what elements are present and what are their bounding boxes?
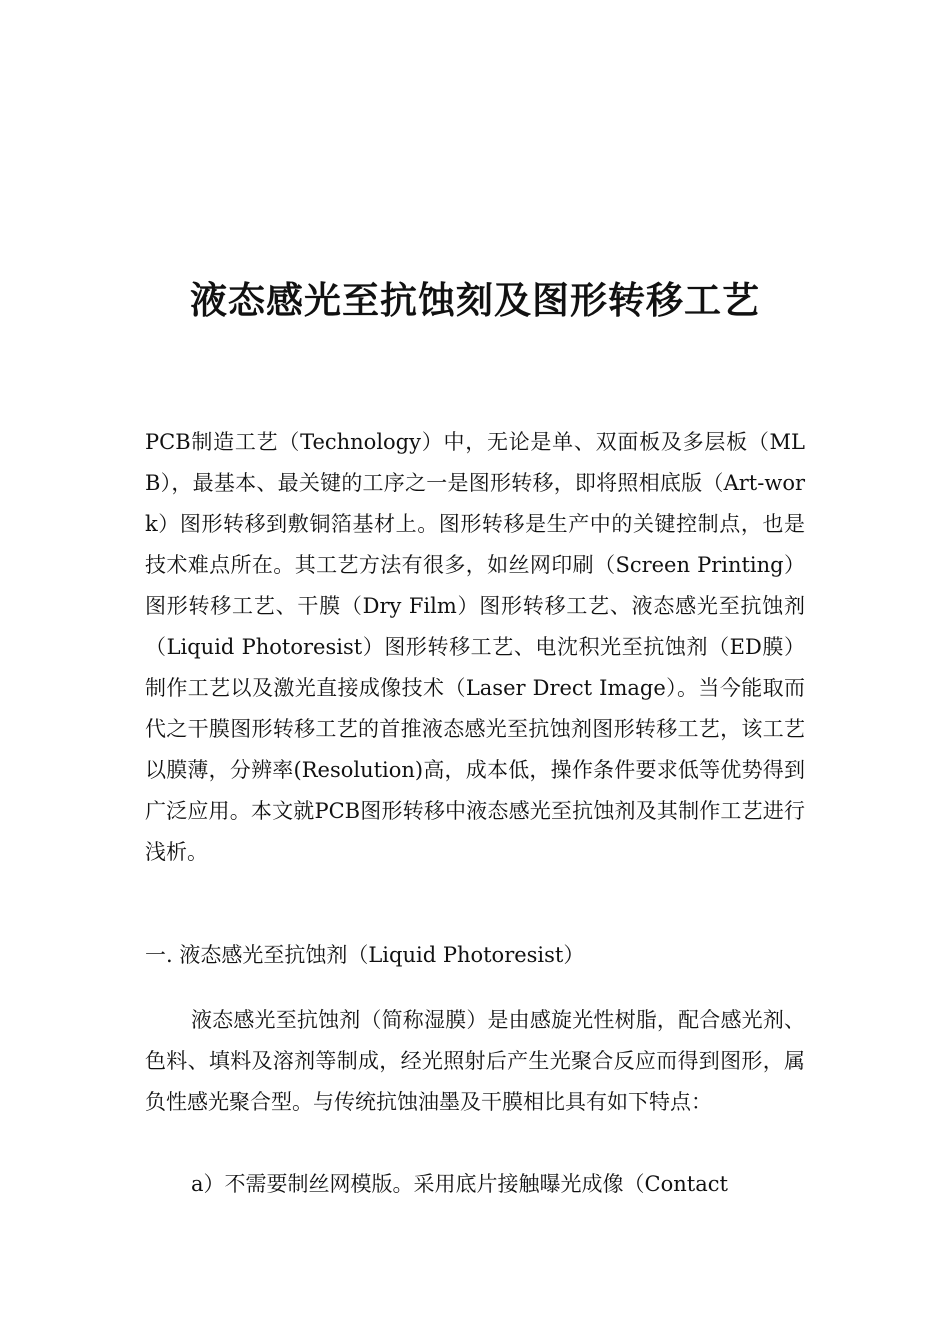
section-heading-1: 一. 液态感光至抗蚀剂（Liquid Photoresist） — [145, 943, 585, 967]
intro-paragraph: PCB制造工艺（Technology）中，无论是单、双面板及多层板（MLB），最基本、最关键的工序之一是图形转移，即将照相底版（Art-work）图形转移到敷铜箔基材上。图形转移是生产中的关键控制点，也是技术难点所在。其工艺方法有很多，如丝网印刷（Screen Printing）图形转移工艺、干膜（Dry Film）图形转移工艺、液态感光至抗蚀剂（Liquid Photoresist）图形转移工艺、电沈积光至抗蚀剂（ED膜）制作工艺以及激光直接成像技术（Laser Drect Image）。当今能取而代之干膜图形转移工艺的首推液态感光至抗蚀剂图形转移工艺，该工艺以膜薄，分辨率(Resolution)高，成本低，操作条件要求低等优势得到广泛应用。本文就PCB图形转移中液态感光至抗蚀剂及其制作工艺进行浅析。 — [145, 430, 805, 864]
list-item-a: a）不需要制丝网模版。采用底片接触曝光成像（Contact — [191, 1172, 728, 1196]
section-1-paragraph: 液态感光至抗蚀剂（简称湿膜）是由感旋光性树脂，配合感光剂、色料、填料及溶剂等制成，经光照射后产生光聚合反应而得到图形，属负性感光聚合型。与传统抗蚀油墨及干膜相比具有如下特点： — [145, 1008, 805, 1114]
document-title: 液态感光至抗蚀刻及图形转移工艺 — [190, 278, 760, 322]
